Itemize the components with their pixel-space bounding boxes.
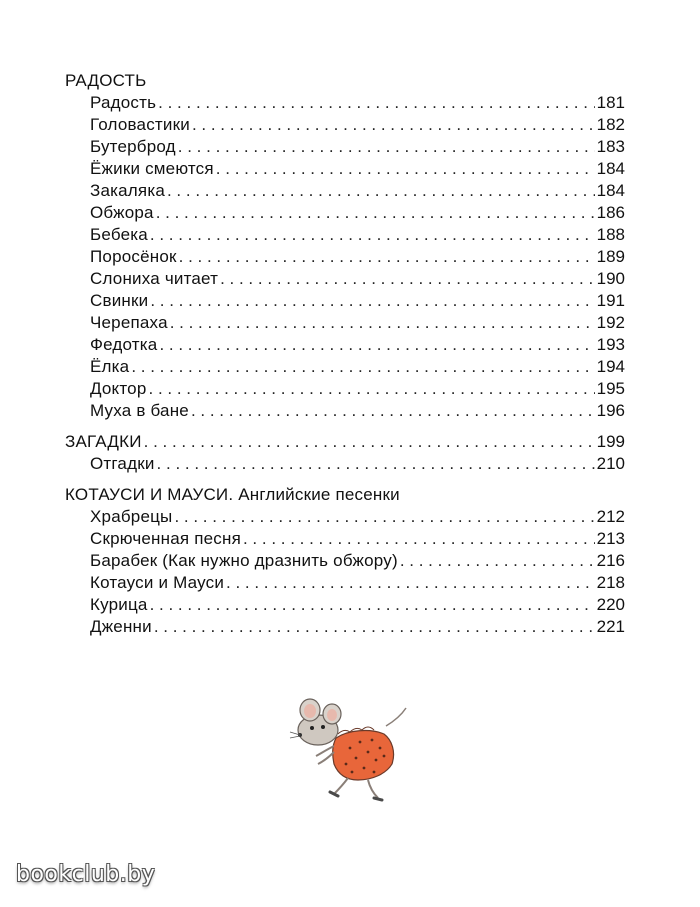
entry-title: Бутерброд [90, 137, 176, 156]
entry-title: Барабек (Как нужно дразнить обжору) [90, 551, 398, 570]
toc-entry[interactable] [65, 180, 625, 202]
toc-entry[interactable] [65, 268, 625, 290]
dot-leader [174, 506, 594, 528]
toc-entry[interactable] [65, 594, 625, 616]
dot-leader [149, 378, 595, 400]
entry-page: 195 [596, 379, 625, 398]
toc-entry[interactable] [65, 400, 625, 422]
table-of-contents [65, 70, 625, 638]
entry-page: 212 [596, 507, 625, 526]
entry-page: 210 [596, 454, 625, 473]
entry-page: 191 [596, 291, 625, 310]
toc-entry[interactable] [65, 616, 625, 638]
entry-title: Закаляка [90, 181, 165, 200]
toc-entry[interactable] [65, 453, 625, 475]
entry-title: Храбрецы [90, 507, 173, 526]
entry-page: 189 [596, 247, 625, 266]
entry-title: Ёжики смеются [90, 159, 214, 178]
dot-leader [150, 290, 594, 312]
dot-leader [191, 400, 595, 422]
dot-leader [157, 453, 595, 475]
dot-leader [192, 114, 595, 136]
toc-entry[interactable] [65, 158, 625, 180]
toc-entry[interactable] [65, 136, 625, 158]
dot-leader [400, 550, 595, 572]
dot-leader [179, 246, 595, 268]
entry-page: 188 [596, 225, 625, 244]
toc-entry[interactable] [65, 572, 625, 594]
dot-leader [243, 528, 595, 550]
entry-title: Скрюченная песня [90, 529, 241, 548]
dot-leader [150, 594, 595, 616]
dot-leader [226, 572, 595, 594]
entry-title: Муха в бане [90, 401, 189, 420]
entry-title: Доктор [90, 379, 147, 398]
entry-title: Отгадки [90, 454, 155, 473]
toc-entry[interactable] [65, 202, 625, 224]
entry-page: 193 [596, 335, 625, 354]
entry-title: Головастики [90, 115, 190, 134]
entry-page: 221 [596, 617, 625, 636]
entry-title: Обжора [90, 203, 154, 222]
dot-leader [216, 158, 595, 180]
entry-page: 182 [596, 115, 625, 134]
entry-title: Бебека [90, 225, 148, 244]
entry-title: Поросёнок [90, 247, 177, 266]
dot-leader [178, 136, 595, 158]
entry-page: 183 [596, 137, 625, 156]
dot-leader [167, 180, 595, 202]
entry-title: Радость [90, 93, 157, 112]
entry-title: Свинки [90, 291, 149, 310]
toc-entry[interactable] [65, 356, 625, 378]
entry-title: Дженни [90, 617, 152, 636]
toc-entry[interactable] [65, 506, 625, 528]
section-title: ЗАГАДКИ [65, 432, 142, 451]
entry-page: 213 [596, 529, 625, 548]
toc-entry[interactable] [65, 312, 625, 334]
dot-leader [154, 616, 595, 638]
entry-title: Курица [90, 595, 148, 614]
section-heading-zagadki[interactable] [65, 431, 625, 453]
entry-page: 192 [596, 313, 625, 332]
entry-page: 220 [596, 595, 625, 614]
toc-entry[interactable] [65, 246, 625, 268]
dot-leader [156, 202, 595, 224]
section-heading-kotausi: КОТАУСИ И МАУСИ. Английские песенки [65, 485, 400, 504]
entry-page: 216 [596, 551, 625, 570]
entry-page: 190 [596, 269, 625, 288]
dot-leader [150, 224, 595, 246]
entry-page: 181 [596, 93, 625, 112]
dot-leader [144, 431, 595, 453]
section-page: 199 [596, 432, 625, 451]
entry-page: 218 [596, 573, 625, 592]
entry-page: 196 [596, 401, 625, 420]
toc-entry[interactable] [65, 92, 625, 114]
dot-leader [158, 92, 594, 114]
entry-title: Котауси и Мауси [90, 573, 225, 592]
watermark-text: bookclub.by [16, 862, 156, 887]
entry-title: Слониха читает [90, 269, 219, 288]
toc-entry[interactable] [65, 550, 625, 572]
entry-page: 184 [596, 159, 625, 178]
entry-page: 194 [596, 357, 625, 376]
toc-entry[interactable] [65, 334, 625, 356]
toc-entry[interactable] [65, 378, 625, 400]
section-heading-radost: РАДОСТЬ [65, 71, 147, 90]
entry-title: Ёлка [90, 357, 130, 376]
dot-leader [131, 356, 594, 378]
toc-entry[interactable] [65, 114, 625, 136]
entry-title: Федотка [90, 335, 158, 354]
toc-entry[interactable] [65, 528, 625, 550]
mouse-in-dress-illustration [288, 690, 410, 802]
dot-leader [159, 334, 594, 356]
toc-entry[interactable] [65, 224, 625, 246]
entry-title: Черепаха [90, 313, 168, 332]
toc-entry[interactable] [65, 290, 625, 312]
dot-leader [170, 312, 595, 334]
entry-page: 184 [596, 181, 625, 200]
dot-leader [220, 268, 595, 290]
entry-page: 186 [596, 203, 625, 222]
